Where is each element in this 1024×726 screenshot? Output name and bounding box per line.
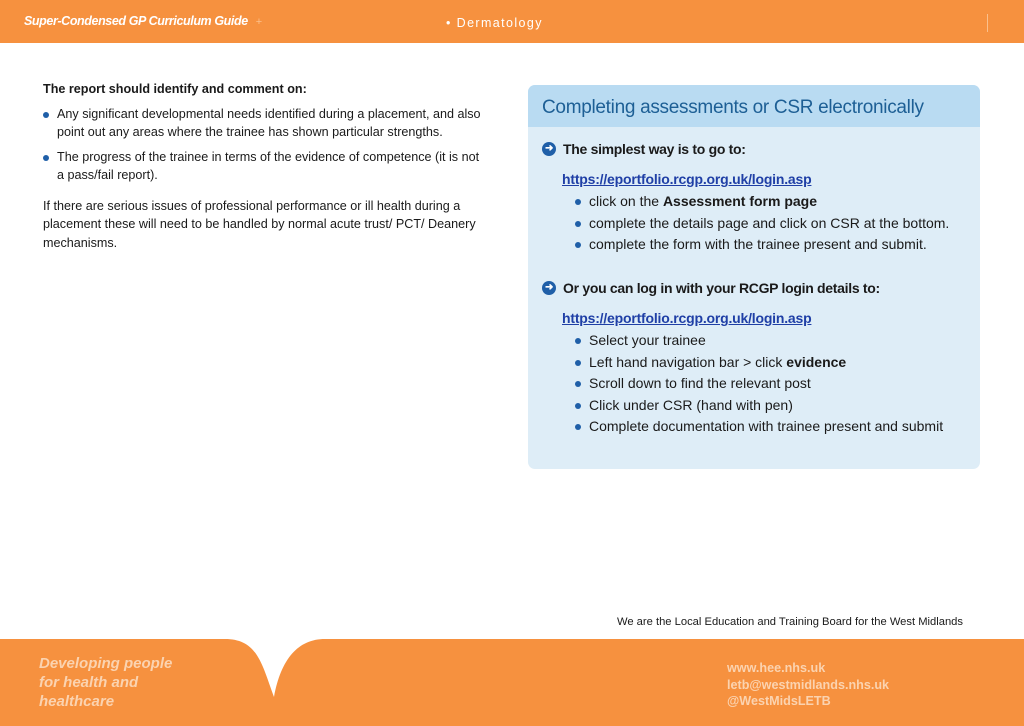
bullet-dot-icon <box>575 221 581 227</box>
option-simplest-steps <box>575 193 967 254</box>
guide-title-mark: + <box>255 16 262 28</box>
list-item: Left hand navigation bar > click evidence <box>575 354 967 372</box>
option-login-heading: ➜ Or you can log in with your RCGP login details to: <box>542 280 967 296</box>
eportfolio-login-link[interactable]: https://eportfolio.rcgp.org.uk/login.asp <box>562 310 812 326</box>
report-bullets <box>43 105 488 185</box>
bullet-dot-icon <box>43 112 49 118</box>
report-note: If there are serious issues of professional performance or ill health during a placement these will need to be handled by normal acute trust/ PCT/ Deanery mechanisms. <box>43 198 476 250</box>
bullet-dot-icon <box>575 242 581 248</box>
bullet-dot-icon <box>575 403 581 409</box>
list-item: The progress of the trainee in terms of the evidence of competence (it is not a pass/fail report). <box>43 148 488 185</box>
list-item: complete the details page and click on CSR at the bottom. <box>575 215 967 233</box>
list-item: Select your trainee <box>575 332 967 350</box>
tagline: Developing people for health and healthcare <box>39 655 173 710</box>
bullet-dot-icon <box>575 424 581 430</box>
section-label: • Dermatology <box>446 16 543 30</box>
bullet-dot-icon <box>43 155 49 161</box>
bullet-dot-icon <box>575 199 581 205</box>
report-section <box>43 80 488 252</box>
list-item: Complete documentation with trainee present and submit <box>575 418 967 436</box>
report-heading: The report should identify and comment on: <box>43 82 307 96</box>
contact-details <box>727 660 889 710</box>
list-item: Click under CSR (hand with pen) <box>575 397 967 415</box>
option-login <box>542 280 967 440</box>
list-item: Any significant developmental needs identified during a placement, and also point out any areas where the trainee has shown particular strengths. <box>43 105 488 142</box>
option-login-steps <box>575 332 967 436</box>
circle-arrow-right-icon: ➜ <box>542 142 556 156</box>
circle-arrow-right-icon: ➜ <box>542 281 556 295</box>
list-item: Scroll down to find the relevant post <box>575 375 967 393</box>
eportfolio-link[interactable]: https://eportfolio.rcgp.org.uk/login.asp <box>562 171 812 187</box>
option-simplest <box>542 141 967 258</box>
panel-title: Completing assessments or CSR electronically <box>542 97 924 118</box>
option-simplest-heading: ➜ The simplest way is to go to: <box>542 141 967 157</box>
bullet-dot-icon <box>575 381 581 387</box>
header-divider <box>987 14 988 32</box>
website-link[interactable]: www.hee.nhs.uk <box>727 661 826 675</box>
header-bar <box>0 0 1024 43</box>
email-link[interactable]: letb@westmidlands.nhs.uk <box>727 677 890 692</box>
leb-statement: We are the Local Education and Training Board for the West Midlands <box>617 616 963 628</box>
guide-title: Super-Condensed GP Curriculum Guide + <box>24 14 262 28</box>
bullet-dot-icon <box>575 360 581 366</box>
bullet-dot-icon <box>575 338 581 344</box>
list-item: complete the form with the trainee present and submit. <box>575 236 967 254</box>
list-item: click on the Assessment form page <box>575 193 967 211</box>
assessment-panel <box>528 85 980 469</box>
twitter-handle[interactable]: @WestMidsLETB <box>727 694 831 708</box>
